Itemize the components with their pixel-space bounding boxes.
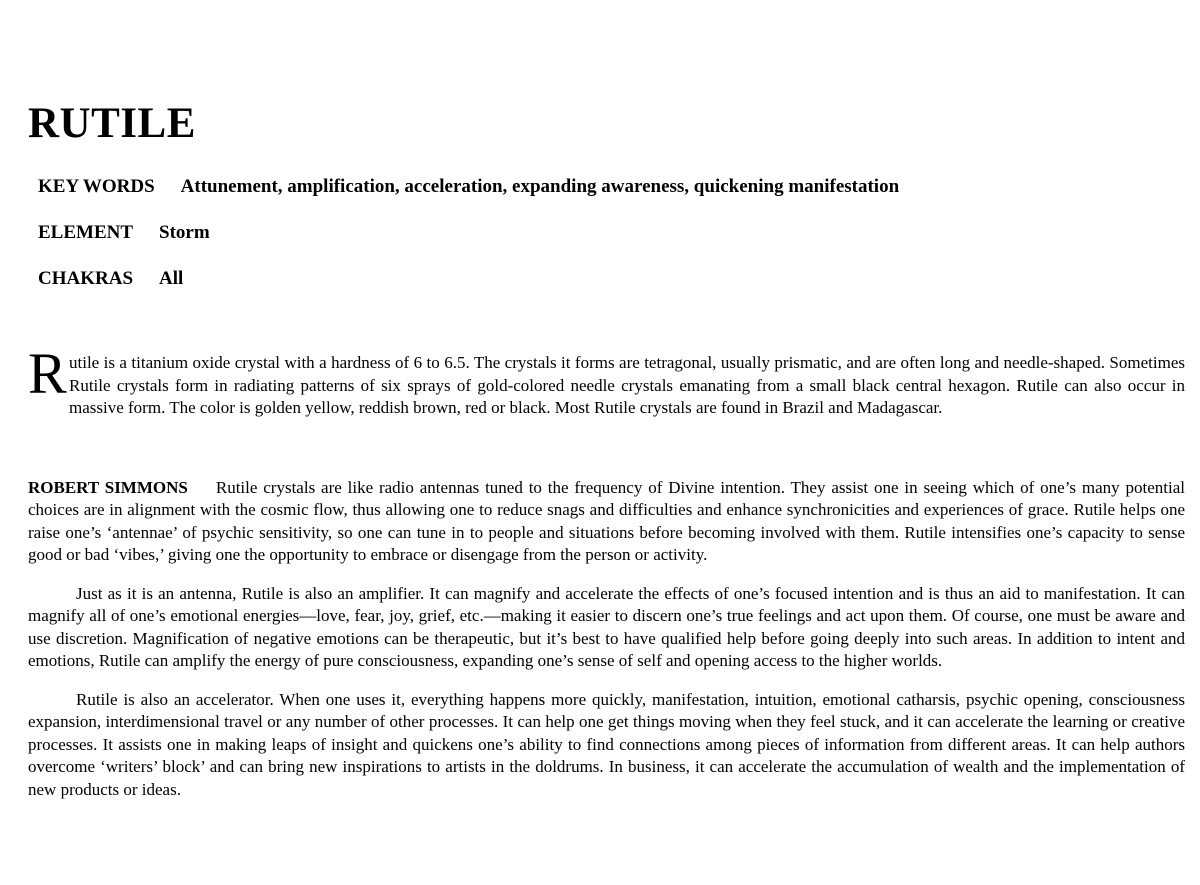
property-row-keywords [38, 176, 1185, 198]
author-paragraph-3: Rutile is also an accelerator. When one uses it, everything happens more quickly, manifestation, intuition, emotional catharsis, psychic opening, consciousness expansion, interdimensional travel or any number of other processes. It can help one get things moving when they feel stuck, and it can accelerate the learning or creative processes. It assists one in making leaps of insight and quickens one’s ability to find connections among pieces of information from different areas. It can help authors overcome ‘writers’ block’ and can bring new inspirations to artists in the doldrums. In business, it can accelerate the accumulation of wealth and the implementation of new products or ideas. [28, 689, 1185, 799]
keywords-label: KEY WORDS [38, 176, 155, 197]
description-paragraph [28, 341, 1185, 420]
author-paragraph-2: Just as it is an antenna, Rutile is also an amplifier. It can magnify and accelerate the effects of one’s focused intention and is thus an aid to manifestation. It can magnify all of one’s emotional energies—love, fear, joy, grief, etc.—making it easier to discern one’s true feelings and act upon them. Of course, one must be aware and use discretion. Magnification of negative emotions can be therapeutic, but it’s best to have qualified help before going deeply into such areas. In addition to intent and emotions, Rutile can amplify the energy of pure consciousness, expanding one’s sense of self and opening access to the higher worlds. [28, 583, 1185, 670]
description-text: utile is a titanium oxide crystal with a hardness of 6 to 6.5. The crystals it forms are tetragonal, usually prismatic, and are often long and needle-shaped. Sometimes Rutile crystals form in radiating patterns of six sprays of gold-colored needle crystals emanating from a small black central hexagon. Rutile can also occur in massive form. The color is golden yellow, reddish brown, red or black. Most Rutile crystals are found in Brazil and Madagascar. [69, 353, 1185, 417]
chakras-label: CHAKRAS [38, 268, 134, 289]
author-section [28, 477, 1185, 802]
author-name-label: ROBERT SIMMONS [28, 477, 188, 497]
dropcap-letter: R [28, 341, 67, 406]
chakras-value: All [159, 268, 184, 289]
author-paragraph-1-text: Rutile crystals are like radio antennas tuned to the frequency of Divine intention. They assist one in seeing which of one’s many potential choices are in alignment with the cosmic flow, thus allowing one to reduce snags and difficulties and enhance synchronicities and experiences of grace. Rutile helps one raise one’s ‘antennae’ of psychic sensitivity, so one can tune in to people and situations before becoming involved with them. Rutile intensifies one’s capacity to sense good or bad ‘vibes,’ giving one the opportunity to embrace or disengage from the person or activity. [28, 477, 1185, 564]
author-paragraph-1 [28, 477, 1185, 567]
description-block [28, 341, 1185, 420]
property-row-chakras [38, 268, 1185, 290]
properties-block [28, 176, 1185, 290]
property-row-element [38, 222, 1185, 244]
element-label: ELEMENT [38, 222, 134, 243]
page-title: RUTILE [28, 100, 196, 147]
keywords-value: Attunement, amplification, acceleration, expanding awareness, quickening manifestation [180, 176, 900, 197]
element-value: Storm [159, 222, 210, 243]
